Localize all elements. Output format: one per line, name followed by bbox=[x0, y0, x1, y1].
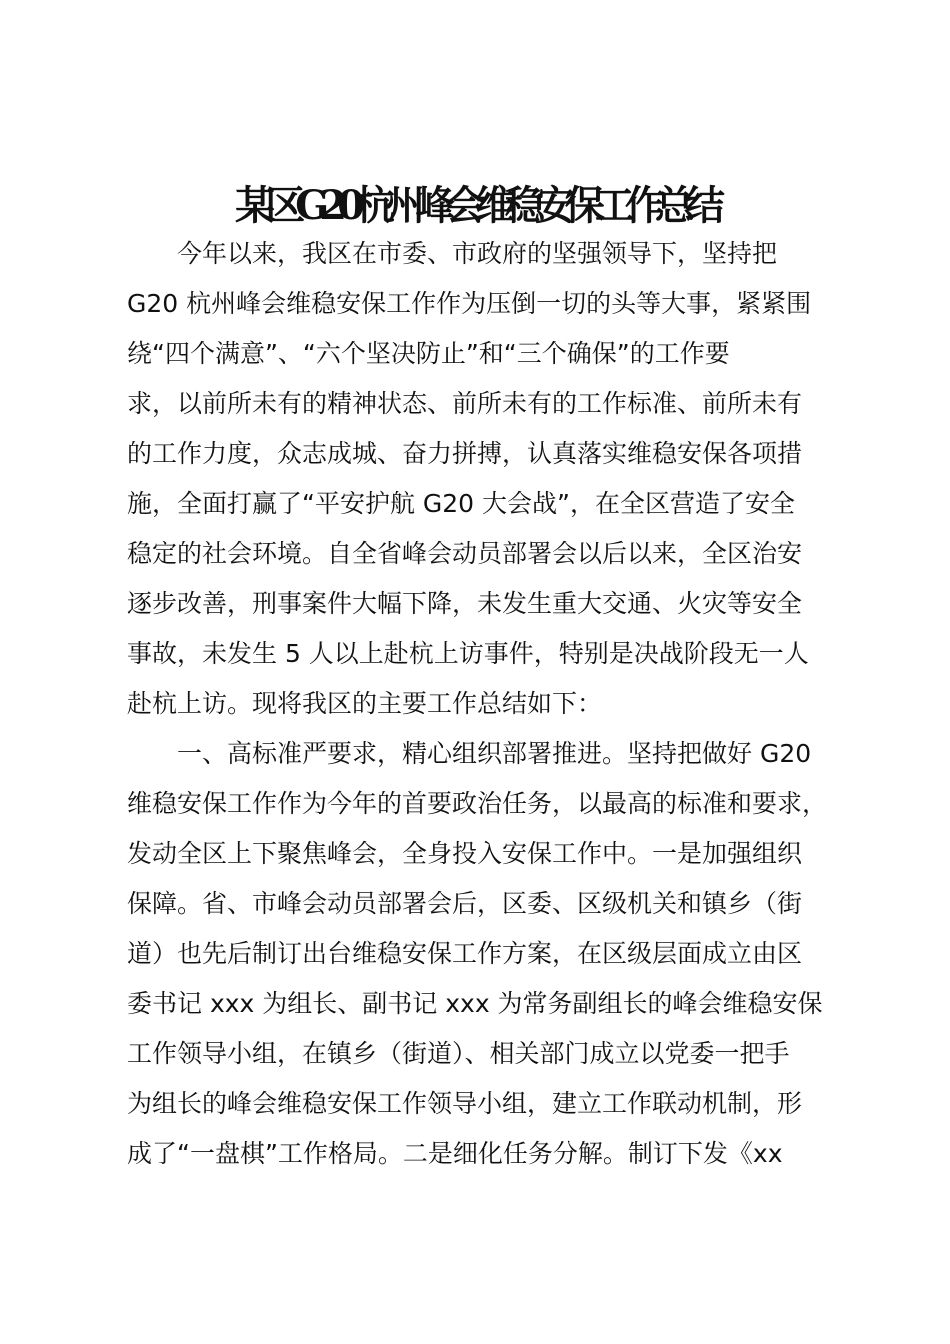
paragraph-2-line: 成了“一盘棋”工作格局。二是细化任务分解。制订下发《xx bbox=[127, 1139, 783, 1168]
document-title: 某区G20杭州峰会维稳安保工作总结 bbox=[235, 182, 715, 229]
paragraph-2-line: 工作领导小组，在镇乡（街道）、相关部门成立以党委一把手 bbox=[127, 1039, 790, 1068]
paragraph-1-line: 稳定的社会环境。自全省峰会动员部署会以后以来，全区治安 bbox=[127, 539, 803, 568]
paragraph-1-line: 施，全面打赢了“平安护航 G20 大会战”，在全区营造了安全 bbox=[127, 489, 795, 518]
paragraph-2-line: 道）也先后制订出台维稳安保工作方案，在区级层面成立由区 bbox=[127, 939, 803, 968]
paragraph-1-line: 赴杭上访。现将我区的主要工作总结如下： bbox=[127, 689, 603, 718]
paragraph-1-line: 今年以来，我区在市委、市政府的坚强领导下，坚持把 bbox=[177, 239, 778, 268]
paragraph-1-line: 求，以前所未有的精神状态、前所未有的工作标准、前所未有 bbox=[127, 389, 803, 418]
paragraph-2-line: 委书记 xxx 为组长、副书记 xxx 为常务副组长的峰会维稳安保 bbox=[127, 989, 823, 1018]
paragraph-2-line: 一、高标准严要求，精心组织部署推进。坚持把做好 G20 bbox=[177, 739, 812, 768]
paragraph-2-line: 发动全区上下聚焦峰会，全身投入安保工作中。一是加强组织 bbox=[127, 839, 803, 868]
paragraph-2-line: 维稳安保工作作为今年的首要政治任务，以最高的标准和要求， bbox=[127, 789, 828, 818]
paragraph-1-line: 绕“四个满意”、“六个坚决防止”和“三个确保”的工作要 bbox=[127, 339, 730, 368]
paragraph-2-line: 保障。省、市峰会动员部署会后，区委、区级机关和镇乡（街 bbox=[127, 889, 803, 918]
paragraph-1-line: 的工作力度，众志成城、奋力拼搏，认真落实维稳安保各项措 bbox=[127, 439, 803, 468]
paragraph-1-line: 事故，未发生 5 人以上赴杭上访事件，特别是决战阶段无一人 bbox=[127, 639, 809, 668]
paragraph-1-line: G20 杭州峰会维稳安保工作作为压倒一切的头等大事，紧紧围 bbox=[127, 289, 812, 318]
paragraph-2-line: 为组长的峰会维稳安保工作领导小组，建立工作联动机制，形 bbox=[127, 1089, 803, 1118]
paragraph-1-line: 逐步改善，刑事案件大幅下降，未发生重大交通、火灾等安全 bbox=[127, 589, 803, 618]
